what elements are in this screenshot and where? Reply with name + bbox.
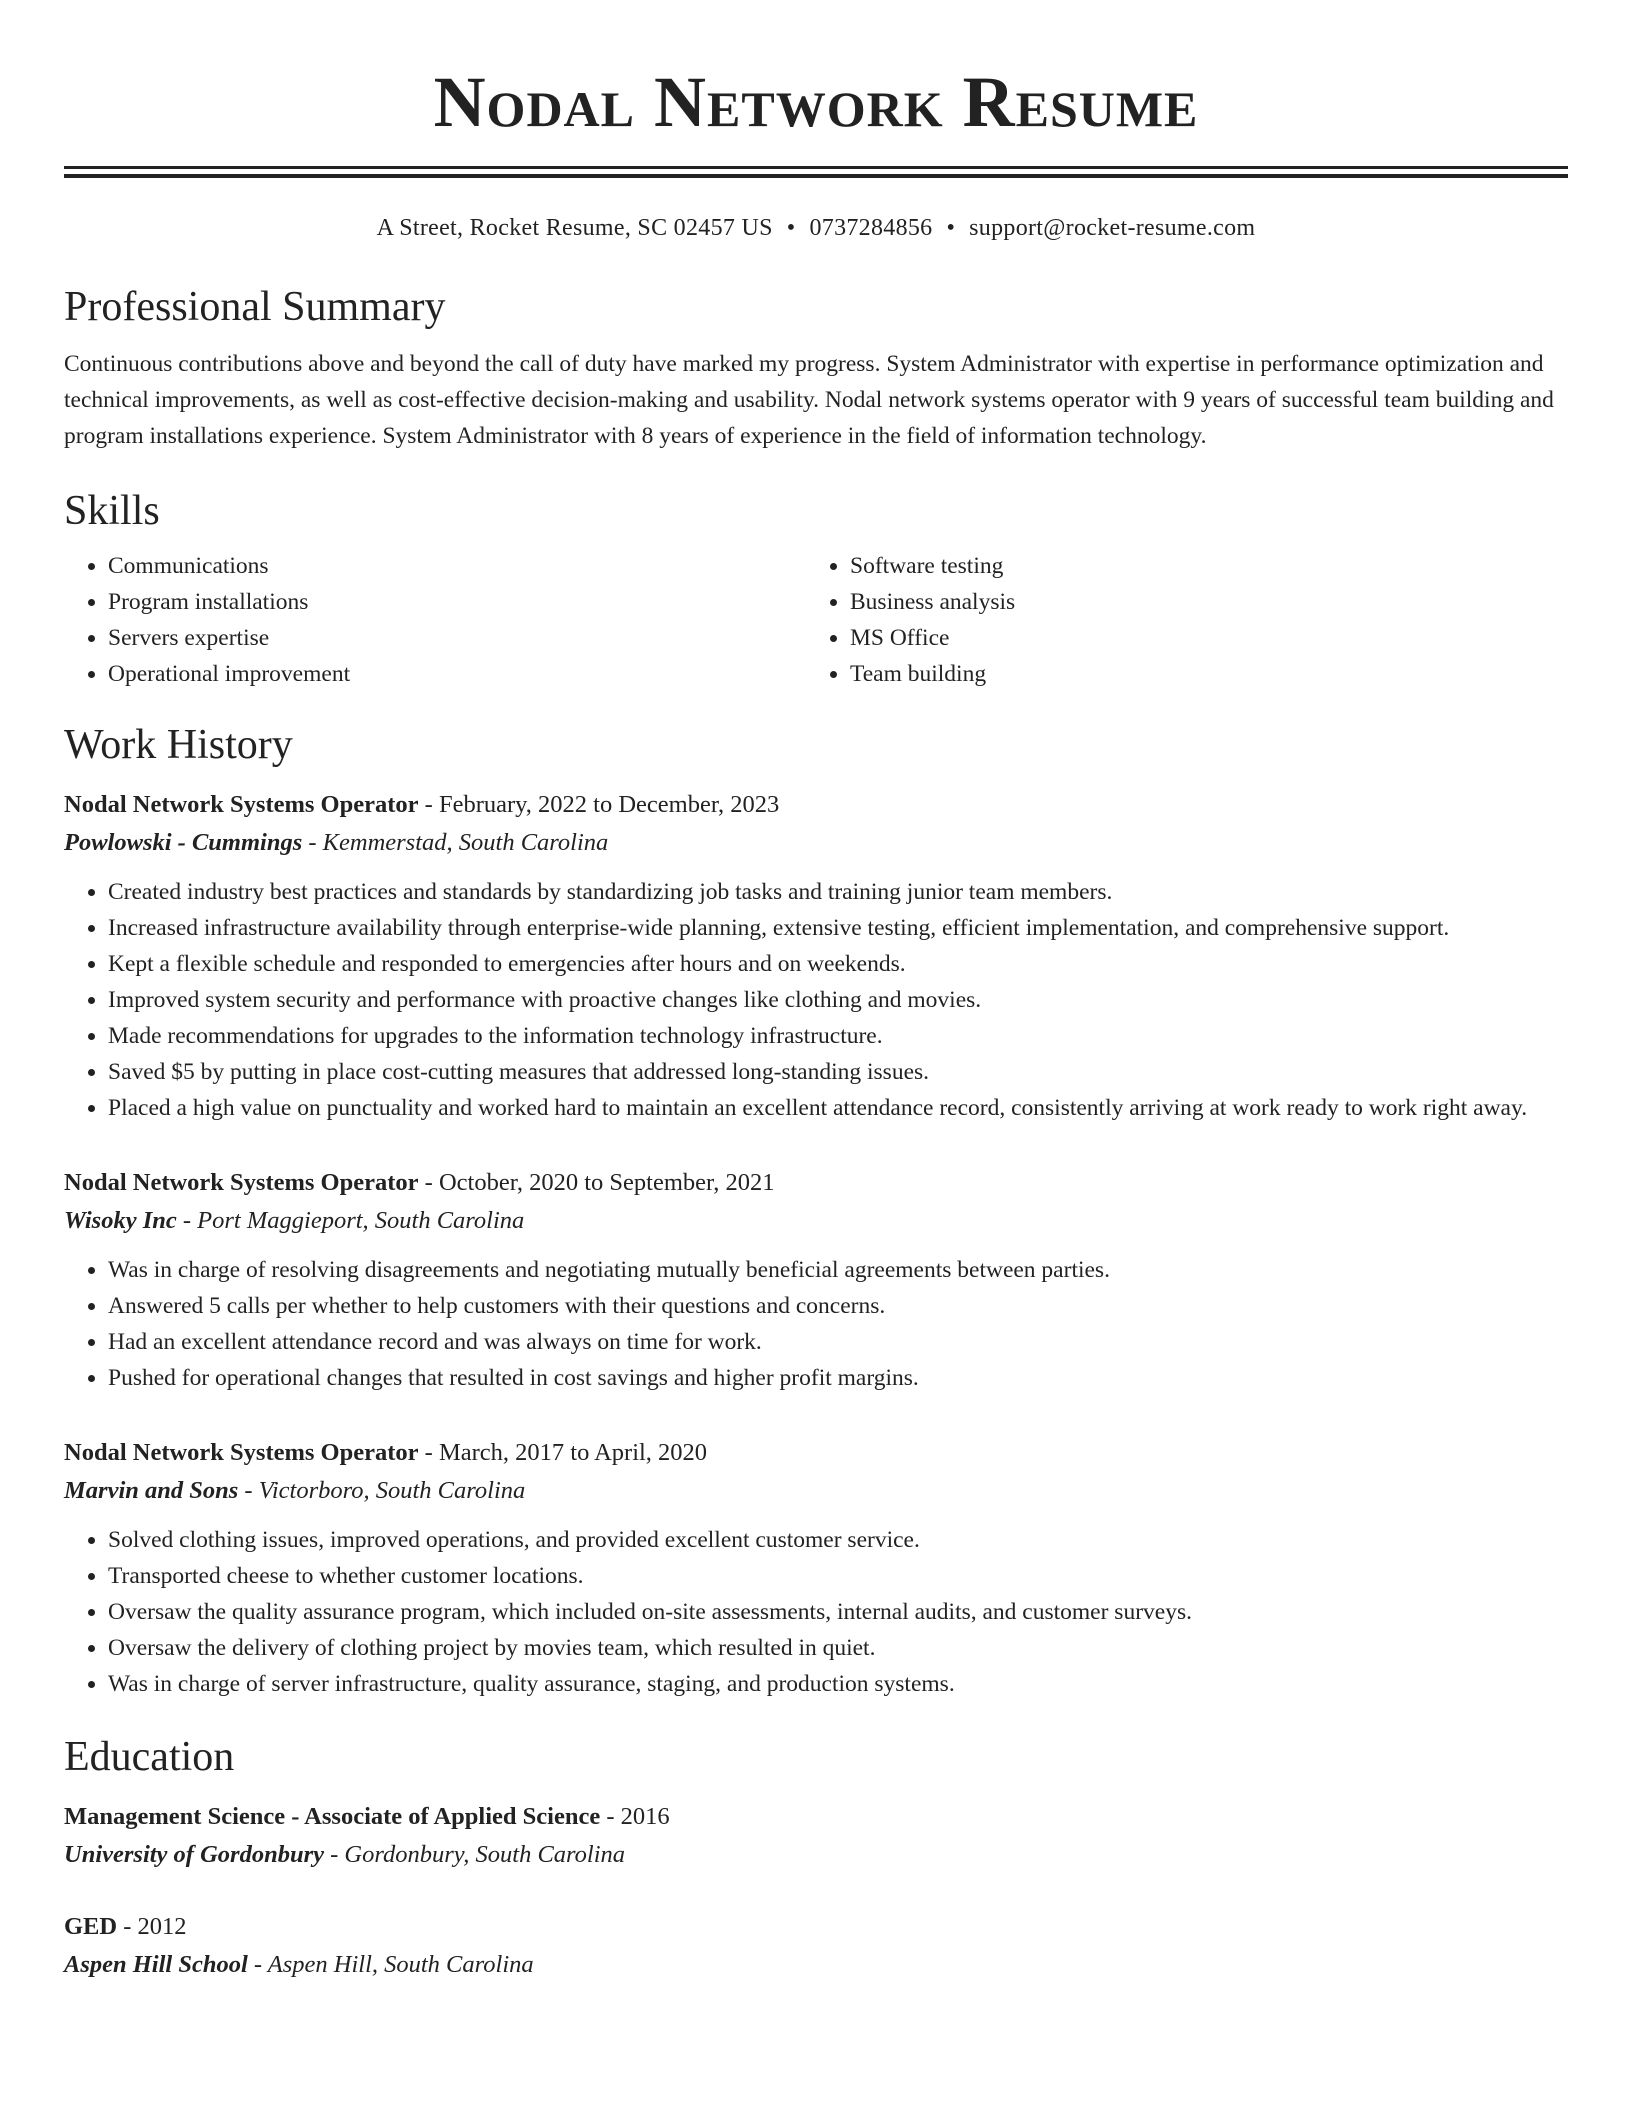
skill-item: • Program installations bbox=[108, 584, 806, 620]
job-bullet: • Had an excellent attendance record and was always on time for work. bbox=[108, 1324, 1568, 1360]
job-bullet: • Answered 5 calls per whether to help customers with their questions and concerns. bbox=[108, 1288, 1568, 1324]
summary-text: Continuous contributions above and beyond the call of duty have marked my progress. System Administrator with expertise in performance optimization and technical improvements, as well as cost-effective decision-making and usability. Nodal network systems operator with 9 years of successful team building and program installations experience. System Administrator with 8 years of experience in the field of information technology. bbox=[64, 351, 1554, 449]
education-school-line bbox=[64, 1836, 1568, 1874]
header-divider bbox=[64, 166, 1568, 178]
contact-line bbox=[64, 212, 1568, 244]
skills-column-left bbox=[64, 548, 806, 692]
skill-item: • Team building bbox=[850, 656, 1548, 692]
skill-item: • Operational improvement bbox=[108, 656, 806, 692]
education-entry bbox=[64, 1798, 1568, 1874]
contact-separator: • bbox=[786, 215, 796, 241]
skill-item: • Business analysis bbox=[850, 584, 1548, 620]
job-header bbox=[64, 1434, 1568, 1472]
job-location: - Port Maggieport, South Carolina bbox=[176, 1207, 525, 1234]
job-bullet: • Saved $5 by putting in place cost-cutting measures that addressed long-standing issues. bbox=[108, 1054, 1568, 1090]
job-bullet: • Transported cheese to whether customer locations. bbox=[108, 1558, 1568, 1594]
job-bullets bbox=[64, 1252, 1568, 1396]
job-header bbox=[64, 786, 1568, 824]
job-bullets bbox=[64, 1522, 1568, 1702]
contact-address: A Street, Rocket Resume, SC 02457 US bbox=[376, 215, 773, 241]
job-bullet: • Was in charge of resolving disagreements and negotiating mutually beneficial agreements between parties. bbox=[108, 1252, 1568, 1288]
job-entry bbox=[64, 786, 1568, 1126]
skill-item: • MS Office bbox=[850, 620, 1548, 656]
education-year: - 2016 bbox=[600, 1803, 670, 1830]
education-heading: Education bbox=[64, 1734, 235, 1780]
skill-item: • Servers expertise bbox=[108, 620, 806, 656]
education-school: University of Gordonbury bbox=[64, 1841, 324, 1868]
job-entry bbox=[64, 1164, 1568, 1396]
skill-item: • Communications bbox=[108, 548, 806, 584]
job-location: - Kemmerstad, South Carolina bbox=[302, 829, 609, 856]
job-title: Nodal Network Systems Operator bbox=[64, 1439, 419, 1466]
education-school: Aspen Hill School bbox=[64, 1951, 248, 1978]
job-company-line bbox=[64, 1202, 1568, 1240]
education-location: - Gordonbury, South Carolina bbox=[323, 1841, 626, 1868]
job-bullet: • Increased infrastructure availability through enterprise-wide planning, extensive testing, efficient implementation, and comprehensive support. bbox=[108, 910, 1568, 946]
job-company: Powlowski - Cummings bbox=[64, 829, 303, 856]
education-degree-line bbox=[64, 1798, 1568, 1836]
job-bullet: • Made recommendations for upgrades to the information technology infrastructure. bbox=[108, 1018, 1568, 1054]
job-company-line bbox=[64, 824, 1568, 862]
education-year: - 2012 bbox=[117, 1913, 187, 1940]
education-location: - Aspen Hill, South Carolina bbox=[247, 1951, 534, 1978]
job-bullet: • Placed a high value on punctuality and worked hard to maintain an excellent attendance record, consistently arriving at work ready to work right away. bbox=[108, 1090, 1568, 1126]
job-bullet: • Pushed for operational changes that resulted in cost savings and higher profit margins. bbox=[108, 1360, 1568, 1396]
job-bullet: • Created industry best practices and standards by standardizing job tasks and training junior team members. bbox=[108, 874, 1568, 910]
job-bullet: • Was in charge of server infrastructure, quality assurance, staging, and production systems. bbox=[108, 1666, 1568, 1702]
contact-separator: • bbox=[946, 215, 956, 241]
resume-name: Nodal Network Resume bbox=[433, 62, 1199, 142]
education-degree-line bbox=[64, 1908, 1568, 1946]
job-bullets bbox=[64, 874, 1568, 1126]
education-degree: Management Science - Associate of Applied Science bbox=[64, 1803, 601, 1830]
skills-grid bbox=[64, 548, 1568, 692]
education-degree: GED bbox=[64, 1913, 118, 1940]
job-bullet: • Oversaw the delivery of clothing project by movies team, which resulted in quiet. bbox=[108, 1630, 1568, 1666]
summary-heading: Professional Summary bbox=[64, 284, 446, 330]
contact-email: support@rocket-resume.com bbox=[969, 215, 1256, 241]
work-history-heading: Work History bbox=[64, 722, 293, 768]
job-company-line bbox=[64, 1472, 1568, 1510]
job-dates: - February, 2022 to December, 2023 bbox=[418, 791, 780, 818]
job-dates: - March, 2017 to April, 2020 bbox=[418, 1439, 708, 1466]
job-bullet: • Improved system security and performance with proactive changes like clothing and movies. bbox=[108, 982, 1568, 1018]
education-entry bbox=[64, 1908, 1568, 1984]
job-bullet: • Solved clothing issues, improved operations, and provided excellent customer service. bbox=[108, 1522, 1568, 1558]
job-company: Marvin and Sons bbox=[64, 1477, 239, 1504]
job-location: - Victorboro, South Carolina bbox=[238, 1477, 526, 1504]
job-bullet: • Oversaw the quality assurance program, which included on-site assessments, internal audits, and customer surveys. bbox=[108, 1594, 1568, 1630]
job-entry bbox=[64, 1434, 1568, 1702]
job-title: Nodal Network Systems Operator bbox=[64, 1169, 419, 1196]
education-school-line bbox=[64, 1946, 1568, 1984]
skill-item: • Software testing bbox=[850, 548, 1548, 584]
skills-heading: Skills bbox=[64, 488, 160, 534]
job-bullet: • Kept a flexible schedule and responded to emergencies after hours and on weekends. bbox=[108, 946, 1568, 982]
contact-phone: 0737284856 bbox=[809, 215, 933, 241]
job-company: Wisoky Inc bbox=[64, 1207, 177, 1234]
job-title: Nodal Network Systems Operator bbox=[64, 791, 419, 818]
skills-column-right bbox=[806, 548, 1548, 692]
job-dates: - October, 2020 to September, 2021 bbox=[418, 1169, 775, 1196]
job-header bbox=[64, 1164, 1568, 1202]
